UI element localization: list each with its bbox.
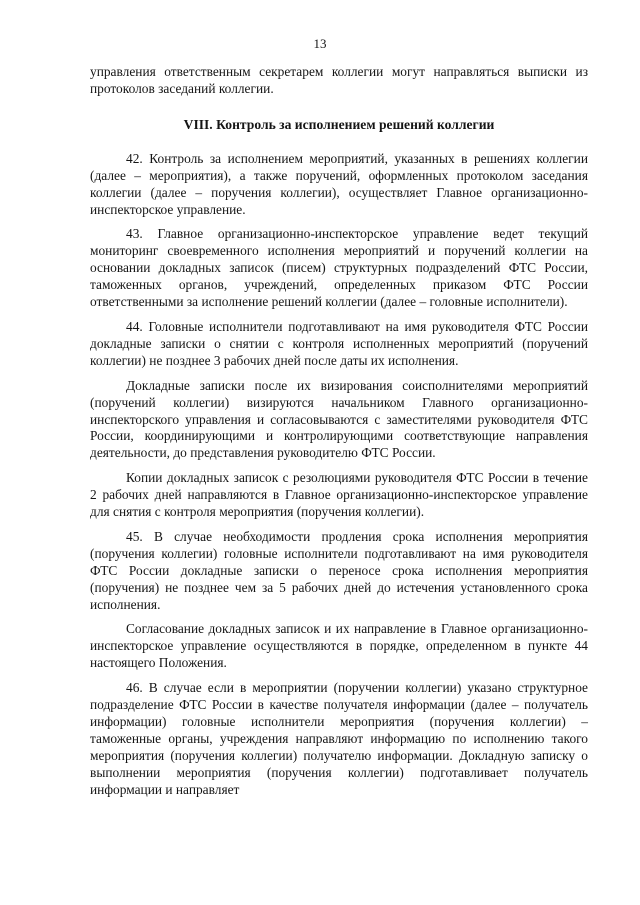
section-heading: VIII. Контроль за исполнением решений коллегии (183, 116, 495, 132)
paragraph-46: 46. В случае если в мероприятии (поручении коллегии) указано структурное подразделение ФТС России в качестве получателя информации (далее – получатель информации) головные исполнители мероприятия (поручения коллегии) – таможенные органы, учреждения направляют информацию по исполнению такого мероприятия (поручения коллегии) получателю информации. Докладную записку о выполнении мероприятия (поручения коллегии) подготавливает получатель информации и направляет (90, 680, 588, 797)
paragraph-44: 44. Головные исполнители подготавливают на имя руководителя ФТС России докладные записки о снятии с контроля исполненных мероприятий (поручений коллегии) не позднее 3 рабочих дней после даты их исполнения. (90, 318, 588, 368)
page-number: 13 (313, 36, 327, 51)
paragraph-42: 42. Контроль за исполнением мероприятий, указанных в решениях коллегии (далее – мероприятия), а также поручений, оформленных протоколом заседания коллегии (далее – поручения коллегии), осуществляет Главное организационно-инспекторское управление. (90, 150, 588, 217)
document-body (90, 64, 588, 799)
paragraph-44-approval: Докладные записки после их визирования соисполнителями мероприятий (поручений коллегии) визируются начальником Главного организационно-инспекторского управления и согласовываются с заместителями руководителя ФТС России, координирующими и контролирующими соответствующие направления деятельности, до представления руководителю ФТС России. (90, 377, 588, 461)
paragraph-44-copies: Копии докладных записок с резолюциями руководителя ФТС России в течение 2 рабочих дней направляются в Главное организационно-инспекторское управление для снятия с контроля мероприятия (поручения коллегии). (90, 470, 588, 520)
opening-paragraph: управления ответственным секретарем коллегии могут направляться выписки из протоколов заседаний коллегии. (90, 64, 588, 96)
paragraph-45-approval: Согласование докладных записок и их направление в Главное организационно-инспекторское управление осуществляются в порядке, определенном в пункте 44 настоящего Положения. (90, 621, 588, 671)
paragraph-43: 43. Главное организационно-инспекторское управление ведет текущий мониторинг своевременного исполнения мероприятий и поручений коллегии на основании докладных записок (писем) структурных подразделений ФТС России, таможенных органов, учреждений, определенных приказом ФТС России ответственными за исполнение решений коллегии (далее – головные исполнители). (90, 226, 588, 310)
paragraph-45: 45. В случае необходимости продления срока исполнения мероприятия (поручения коллегии) головные исполнители подготавливают на имя руководителя ФТС России докладные записки о переносе срока исполнения мероприятия (поручения) не позднее чем за 5 рабочих дней до истечения установленного срока исполнения. (90, 528, 588, 612)
